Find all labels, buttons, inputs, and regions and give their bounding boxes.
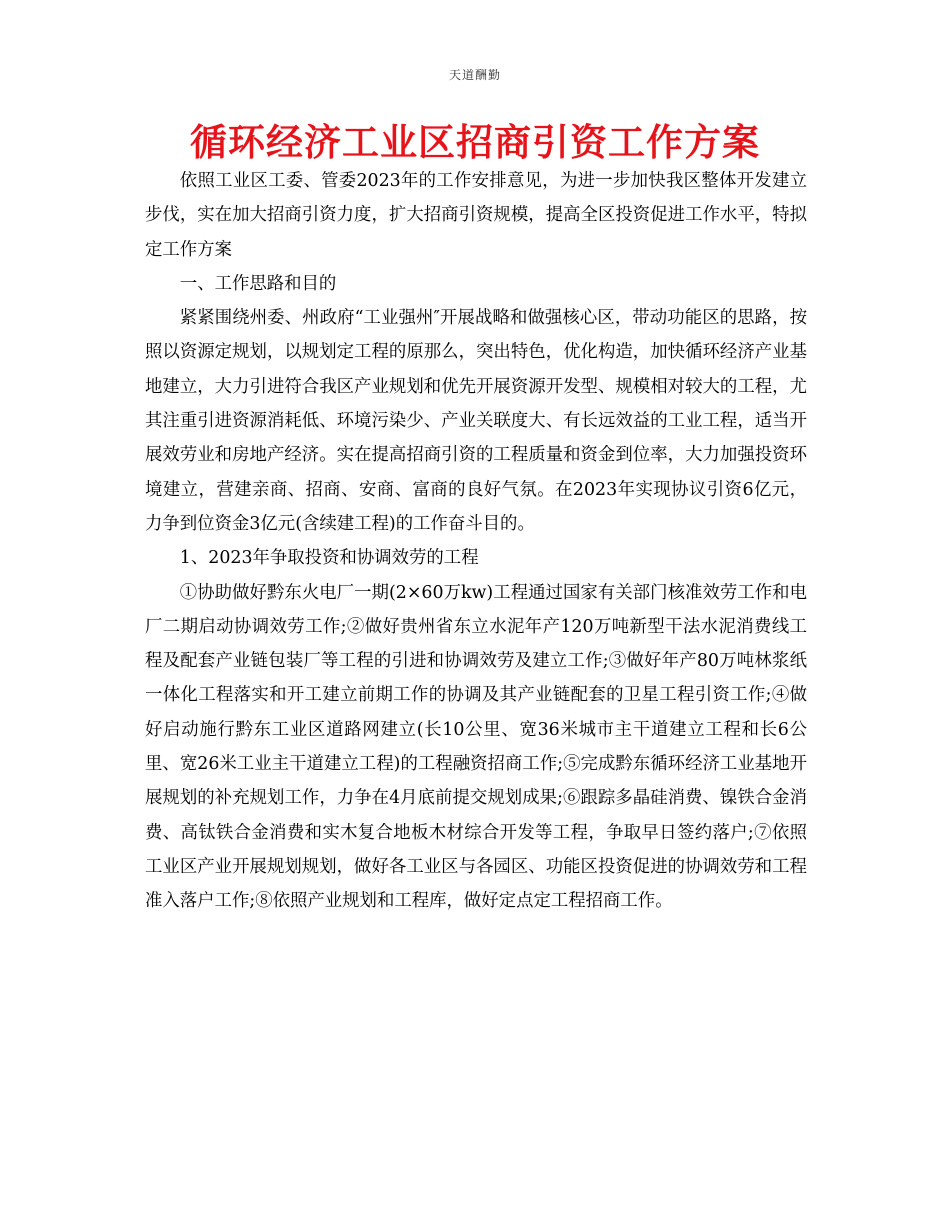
document-title: 循环经济工业区招商引资工作方案 [190,121,760,164]
page-header: 天道酬勤 [448,68,501,82]
body-paragraph: ①协助做好黔东火电厂一期(2×60万kw)工程通过国家有关部门核准效劳工作和电厂二期启动协调效劳工作;②做好贵州省东立水泥年产120万吨新型干法水泥消费线工程及配套产业链包装厂等工程的引进和协调效劳及建立工作;③做好年产80万吨林浆纸一体化工程落实和开工建立前期工作的协调及其产业链配套的卫星工程引资工作;④做好启动施行黔东工业区道路网建立(长10公里、宽36米城市主干道建立工程和长6公里、宽26米工业主干道建立工程)的工程融资招商工作;⑤完成黔东循环经济工业基地开展规划的补充规划工作，力争在4月底前提交规划成果;⑥跟踪多晶硅消费、镍铁合金消费、高钛铁合金消费和实木复合地板木材综合开发等工程，争取早日签约落户;⑦依照工业区产业开展规划规划，做好各工业区与各园区、功能区投资促进的协调效劳和工程准入落户工作;⑧依照产业规划和工程库，做好定点定工程招商工作。 [145,582,807,912]
body-paragraph: 紧紧围绕州委、州政府“工业强州″开展战略和做强核心区，带动功能区的思路，按照以资源定规划，以规划定工程的原那么，突出特色，优化构造，加快循环经济产业基地建立，大力引进符合我区产业规划和优先开展资源开发型、规模相对较大的工程，尤其注重引进资源消耗低、环境污染少、产业关联度大、有长远效益的工业工程，适当开展效劳业和房地产经济。实在提高招商引资的工程质量和资金到位率，大力加强投资环境建立，营建亲商、招商、安商、富商的良好气氛。在2023年实现协议引资6亿元，力争到位资金3亿元(含续建工程)的工作奋斗目的。 [145,308,807,534]
intro-paragraph: 依照工业区工委、管委2023年的工作安排意见，为进一步加快我区整体开发建立步伐，实在加大招商引资力度，扩大招商引资规模，提高全区投资促进工作水平，特拟定工作方案 [145,171,807,260]
section-heading: 一、工作思路和目的 [179,273,337,294]
subsection-heading: 1、2023年争取投资和协调效劳的工程 [179,548,479,569]
document-body [145,164,807,919]
